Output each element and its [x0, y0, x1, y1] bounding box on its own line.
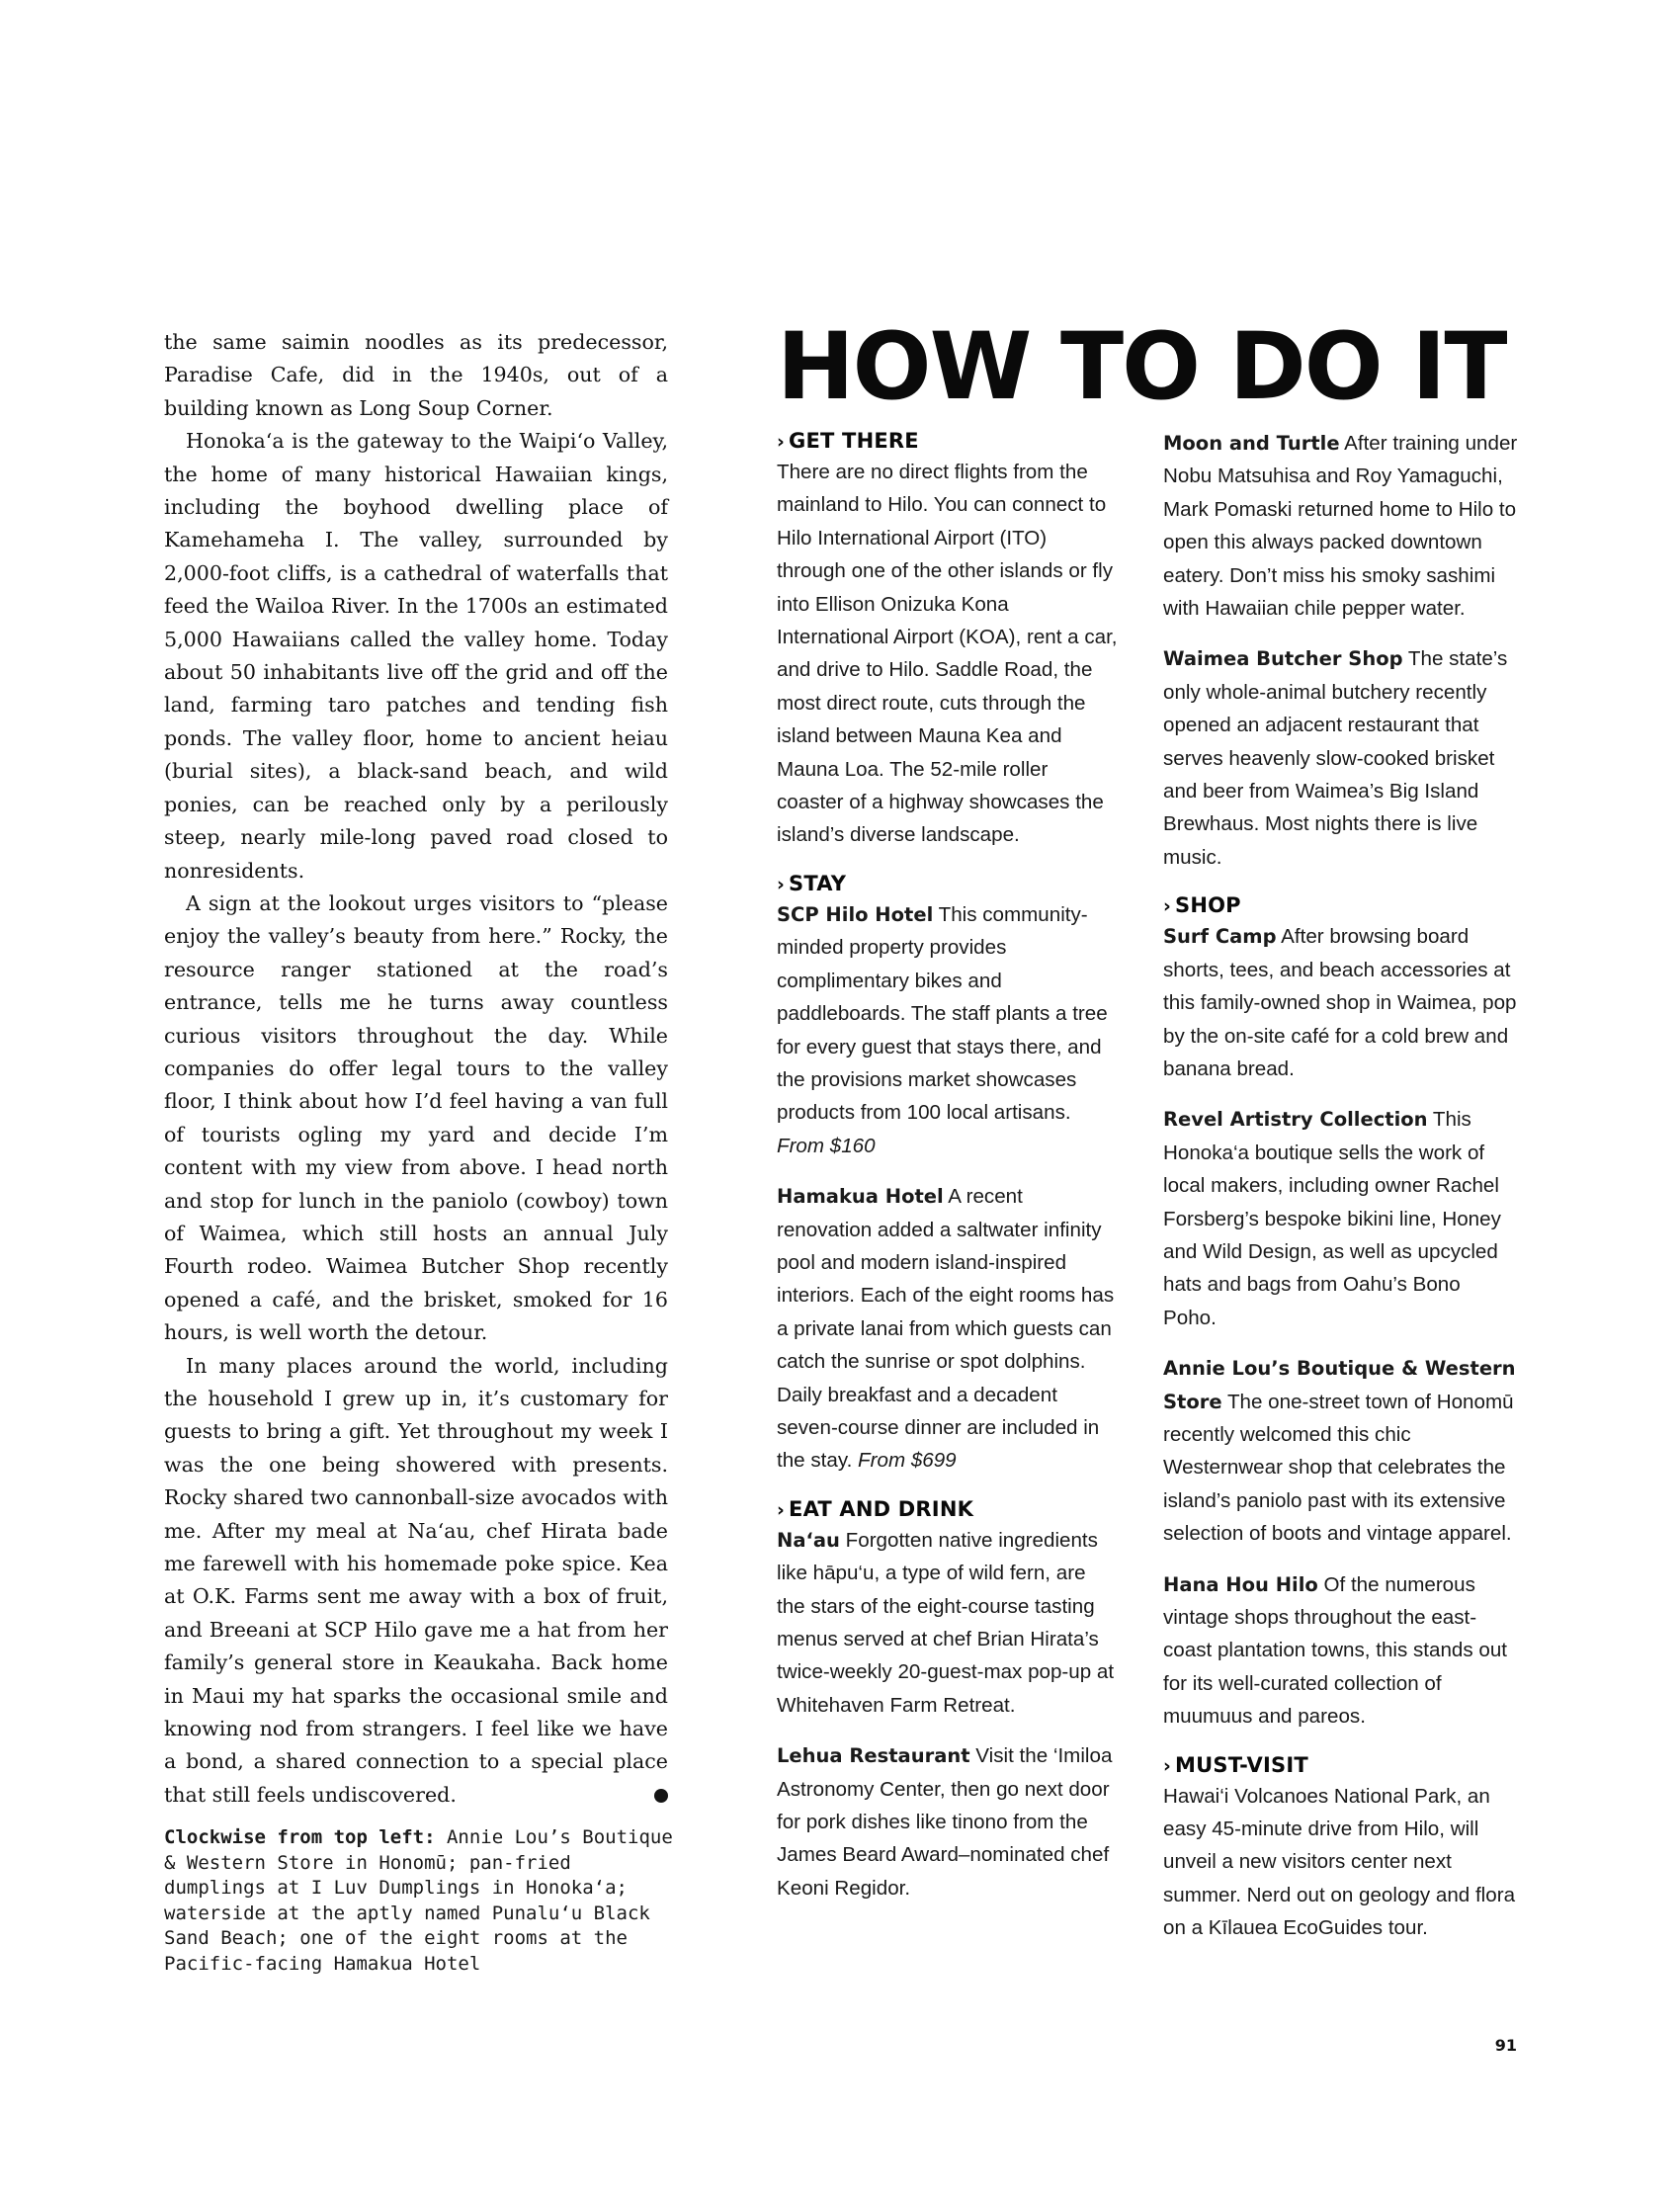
caret-icon: › — [1163, 1754, 1172, 1777]
story-paragraph-2: Honoka‘a is the gateway to the Waipi‘o Valley, the home of many historical Hawaiian kings, including the boyhood dwelling place of Kamehameha I. The valley, surrounded by 2,000-foot cliffs, is a cathedral of waterfalls that feed the Wailoa River. In the 1700s an estimated 5,000 Hawaiians called the valley home. Today about 50 inhabitants live off the grid and off the land, farming taro patches and tending fish ponds. The valley floor, home to ancient heiau (burial sites), a black-sand beach, and wild ponies, can be reached only by a perilously steep, nearly mile-long paved road closed to nonresidents. — [164, 429, 668, 883]
entry-text: After training under Nobu Matsuhisa and Roy Yamaguchi, Mark Pomaski returned home to Hilo to open this always packed downtown eatery. Don’t miss his smoky sashimi with Hawaiian chile pepper water. — [1163, 432, 1518, 621]
entry-name: Hamakua Hotel — [777, 1185, 944, 1209]
entry-name: Surf Camp — [1163, 925, 1277, 949]
entry-name: Lehua Restaurant — [777, 1744, 970, 1768]
page-title: HOW TO DO IT — [777, 313, 1506, 421]
section-heading-get-there: › GET THERE — [777, 429, 919, 453]
story-paragraph-1: the same saimin noodles as its predecessor, Paradise Cafe, did in the 1940s, out of a building known as Long Soup Corner. — [164, 330, 668, 420]
caret-icon: › — [777, 1498, 786, 1521]
stay-entry-scp-hilo — [777, 898, 1118, 1162]
entry-text: This Honoka‘a boutique sells the work of local makers, including owner Rachel Forsberg’s bespoke bikini line, Honey and Wild Design, as well as upcycled hats and bags from Oahu’s Bono Poho. — [1163, 1108, 1501, 1329]
page-number: 91 — [1494, 2036, 1517, 2055]
guide-column-left — [777, 427, 1118, 1922]
entry-name: SCP Hilo Hotel — [777, 902, 934, 926]
shop-entry-surf-camp — [1163, 920, 1519, 1085]
caret-icon: › — [777, 431, 786, 453]
entry-text: This community-minded property provides complimentary bikes and paddleboards. The staff plants a tree for every guest that stays there, and the provisions market showcases products from 100 local artisans. — [777, 902, 1108, 1125]
shop-entry-hana-hou — [1163, 1568, 1519, 1734]
story-paragraph-3: A sign at the lookout urges visitors to “please enjoy the valley’s beauty from here.” Rocky, the resource ranger stationed at the road’s entrance, tells me he turns away countless curious visitors throughout the day. While companies do offer legal tours to the valley floor, I think about how I’d feel having a van full of tourists ogling my yard and decide I’m content with my view from above. I head north and stop for lunch in the paniolo (cowboy) town of Waimea, which still hosts an annual July Fourth rodeo. Waimea Butcher Shop recently opened a café, and the brisket, smoked for 16 hours, is well worth the detour. — [164, 890, 668, 1345]
caret-icon: › — [777, 873, 786, 895]
story-column — [164, 326, 683, 1812]
entry-name: Waimea Butcher Shop — [1163, 647, 1403, 671]
must-visit-text: Hawai‘i Volcanoes National Park, an easy 45-minute drive from Hilo, will unveil a new visitors center next summer. Nerd out on geology and flora on a Kīlauea EcoGuides tour. — [1163, 1784, 1516, 1940]
story-paragraph-4 — [164, 1350, 683, 1813]
end-mark-icon: T — [654, 1789, 668, 1803]
shop-entry-annie-lous — [1163, 1352, 1519, 1550]
entry-name: Annie Lou’s Boutique & Western Store — [1163, 1357, 1516, 1413]
entry-text: After browsing board shorts, tees, and beach accessories at this family-owned shop in Waimea, pop by the on-site café for a cold brew and banana bread. — [1163, 925, 1517, 1080]
entry-name: Na‘au — [777, 1528, 840, 1552]
entry-text: Forgotten native ingredients like hāpu‘u, a type of wild fern, are the stars of the eight-course tasting menus served at chef Brian Hirata’s twice-weekly 20-guest-max pop-up at Whitehaven Farm Retreat. — [777, 1528, 1115, 1717]
eat-entry-lehua — [777, 1739, 1118, 1904]
entry-text: Of the numerous vintage shops throughout the east-coast plantation towns, this stands out for its well-curated collection of muumuus and pareos. — [1163, 1572, 1508, 1729]
entry-text: The state’s only whole-animal butchery recently opened an adjacent restaurant that serves heavenly slow-cooked brisket and beer from Waimea’s Big Island Brewhaus. Most nights there is live music. — [1163, 647, 1508, 869]
eat-entry-naau — [777, 1524, 1118, 1722]
caption-text: Annie Lou’s Boutique & Western Store in Honomū; pan-fried dumplings at I Luv Dumplings in Honoka‘a; waterside at the aptly named Punalu‘u Black Sand Beach; one of the eight rooms at the Pacific-facing Hamakua Hotel — [164, 1826, 673, 1975]
section-heading-eat-drink: › EAT AND DRINK — [777, 1496, 974, 1521]
entry-text: Visit the ‘Imiloa Astronomy Center, then go next door for pork dishes like tinono from the James Beard Award–nominated chef Keoni Regidor. — [777, 1744, 1113, 1900]
entry-name: Hana Hou Hilo — [1163, 1572, 1318, 1596]
story-paragraph-4-text: In many places around the world, including the household I grew up in, it’s customary for guests to bring a gift. Yet throughout my week I was the one being showered with presents. Rocky shared two cannonball-size avocados with me. After my meal at Na‘au, chef Hirata bade me farewell with his homemade poke spice. Kea at O.K. Farms sent me away with a box of fruit, and Breeani at SCP Hilo gave me a hat from her family’s general store in Keaukaha. Back home in Maui my hat sparks the occasional smile and knowing nod from strangers. I feel like we have a bond, a shared connection to a special place that still feels undiscovered. — [164, 1353, 668, 1807]
photo-caption — [164, 1825, 678, 1977]
section-heading-shop: › SHOP — [1163, 893, 1241, 918]
eat-entry-moon-turtle — [1163, 427, 1519, 625]
caption-lead: Clockwise from top left: — [164, 1826, 436, 1848]
entry-price: From $160 — [777, 1134, 876, 1157]
eat-entry-waimea-butcher — [1163, 642, 1519, 874]
entry-name: Revel Artistry Collection — [1163, 1108, 1428, 1132]
shop-entry-revel — [1163, 1103, 1519, 1334]
caret-icon: › — [1163, 895, 1172, 918]
guide-column-right — [1163, 427, 1519, 1963]
entry-text: The one-street town of Honomū recently welcomed this chic Westernwear shop that celebrates the island’s paniolo past with its extensive selection of boots and vintage apparel. — [1163, 1390, 1514, 1546]
stay-entry-hamakua — [777, 1180, 1118, 1478]
entry-text: A recent renovation added a saltwater infinity pool and modern island-inspired interiors. Each of the eight rooms has a private lanai from which guests can catch the sunrise or spot dolphins. Daily breakfast and a decadent seven-course dinner are included in the stay. — [777, 1185, 1115, 1473]
get-there-text: There are no direct flights from the mainland to Hilo. You can connect to Hilo International Airport (ITO) through one of the other islands or fly into Ellison Onizuka Kona International Airport (KOA), rent a car, and drive to Hilo. Saddle Road, the most direct route, cuts through the island between Mauna Kea and Mauna Loa. The 52-mile roller coaster of a highway showcases the island’s diverse landscape. — [777, 461, 1118, 847]
entry-name: Moon and Turtle — [1163, 432, 1340, 455]
entry-price: From $699 — [858, 1449, 957, 1473]
section-heading-must-visit: › MUST-VISIT — [1163, 1752, 1308, 1777]
section-heading-stay: › STAY — [777, 871, 847, 895]
